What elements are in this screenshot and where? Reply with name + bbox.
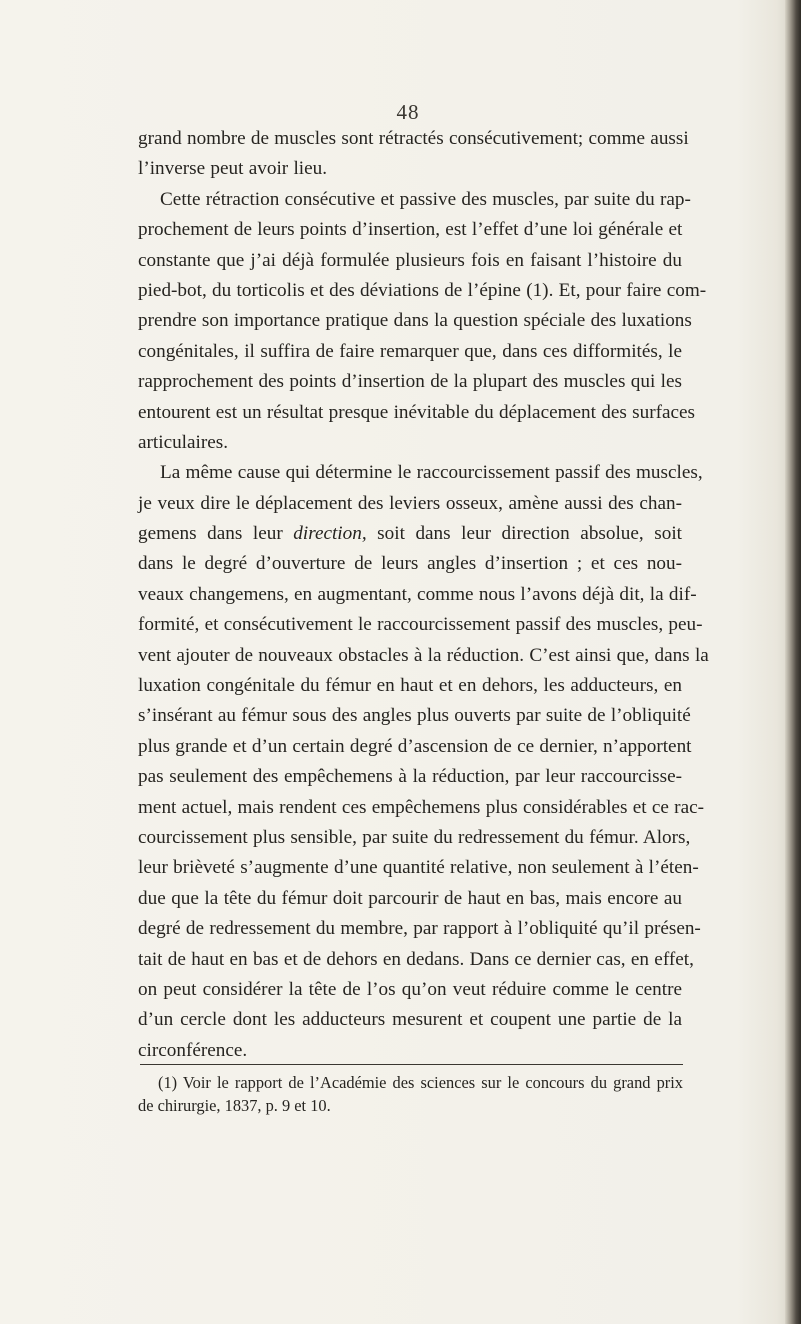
page-number: 48 (396, 100, 420, 124)
text-line: on peut considérer la tête de l’os qu’on veut réduire comme le centre (138, 978, 682, 1000)
footnote-line: (1) Voir le rapport de l’Académie des sciences sur le concours du grand prix (158, 1073, 683, 1092)
text-line: due que la tête du fémur doit parcourir de haut en bas, mais encore au (138, 887, 682, 909)
body-text (138, 124, 709, 1066)
text-line: gemens dans leur direction, soit dans leur direction absolue, soit (138, 523, 682, 545)
text-line: entourent est un résultat presque inévitable du déplacement des surfaces (138, 401, 696, 423)
text-line: d’un cercle dont les adducteurs mesurent et coupent une partie de la (138, 1009, 682, 1031)
footnote-line: de chirurgie, 1837, p. 9 et 10. (138, 1095, 331, 1115)
text-line: prendre son importance pratique dans la question spéciale des luxations (138, 310, 692, 332)
text-line: Cette rétraction consécutive et passive des muscles, par suite du rap- (160, 188, 691, 210)
text-line: s’insérant au fémur sous des angles plus ouverts par suite de l’obliquité (138, 705, 691, 727)
text-line: formité, et consécutivement le raccourcissement passif des muscles, peu- (138, 614, 703, 636)
italic-emphasis: direction, (293, 523, 367, 545)
text-line: prochement de leurs points d’insertion, est l’effet d’une loi générale et (138, 219, 683, 241)
page-binding-edge (785, 0, 801, 1324)
text-line: circonférence. (138, 1039, 248, 1061)
text-line: constante que j’ai déjà formulée plusieurs fois en faisant l’histoire du (138, 249, 682, 271)
text-line: je veux dire le déplacement des leviers osseux, amène aussi des chan- (138, 492, 682, 514)
text-line: congénitales, il suffira de faire remarquer que, dans ces difformités, le (138, 340, 682, 362)
footnotes (138, 1072, 683, 1117)
text-line: La même cause qui détermine le raccourcissement passif des muscles, (160, 462, 703, 484)
text-line: pied-bot, du torticolis et des déviations de l’épine (1). Et, pour faire com- (138, 279, 707, 301)
text-line: grand nombre de muscles sont rétractés consécutivement; comme aussi (138, 128, 689, 149)
text-line: degré de redressement du membre, par rapport à l’obliquité qu’il présen- (138, 918, 701, 940)
text-line: dans le degré d’ouverture de leurs angles d’insertion ; et ces nou- (138, 553, 682, 575)
text-line: rapprochement des points d’insertion de la plupart des muscles qui les (138, 371, 682, 393)
footnote-separator (140, 1064, 683, 1065)
text-line: plus grande et d’un certain degré d’ascension de ce dernier, n’apportent (138, 735, 692, 757)
text-line: tait de haut en bas et de dehors en dedans. Dans ce dernier cas, en effet, (138, 948, 694, 970)
text-line: articulaires. (138, 431, 229, 453)
text-line: veaux changemens, en augmentant, comme nous l’avons déjà dit, la dif- (138, 583, 697, 605)
text-line: leur brièveté s’augmente d’une quantité relative, non seulement à l’éten- (138, 857, 699, 879)
text-line: courcissement plus sensible, par suite du redressement du fémur. Alors, (138, 826, 691, 848)
text-line: luxation congénitale du fémur en haut et en dehors, les adducteurs, en (138, 675, 682, 697)
text-line: vent ajouter de nouveaux obstacles à la réduction. C’est ainsi que, dans la (138, 644, 709, 666)
text-line: ment actuel, mais rendent ces empêchemens plus considérables et ce rac- (138, 796, 704, 818)
text-line: pas seulement des empêchemens à la réduction, par leur raccourcisse- (138, 766, 682, 788)
text-line: l’inverse peut avoir lieu. (138, 158, 328, 180)
